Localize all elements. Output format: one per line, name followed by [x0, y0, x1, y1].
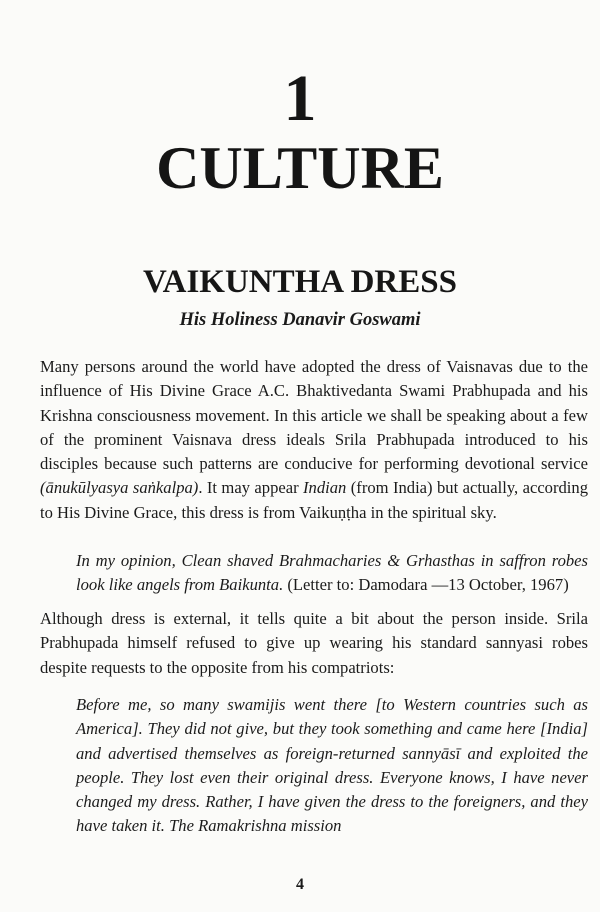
chapter-number: 1	[283, 62, 317, 135]
body-paragraph-2: Although dress is external, it tells quite a bit about the person inside. Srila Prabhupada himself refused to give up wearing his standard sannyasi robes despite requests to the opposite from his compatriots:	[40, 609, 588, 677]
indian-word: Indian	[303, 478, 347, 498]
paragraph-1-text-b: . It may appear	[198, 478, 304, 498]
block-quote-2	[76, 693, 588, 839]
quote-1-citation: (Letter to: Damodara —13 October, 1967)	[283, 575, 569, 595]
article-title: VAIKUNTHA DRESS	[143, 264, 457, 300]
paragraph-1-text-a: Many persons around the world have adopted the dress of Vaisnavas due to the influence of His Divine Grace A.C. Bhaktivedanta Swami Prabhupada and his Krishna consciousness movement. In this article we shall be speaking about a few of the prominent Vaisnava dress ideals Srila Prabhupada introduced to his disciples because such patterns are conducive for performing devotional service	[40, 357, 588, 474]
chapter-title: CULTURE	[156, 135, 444, 201]
quote-2-text: Before me, so many swamijis went there [to Western countries such as America]. They did not give, but they took something and came here [India] and advertised themselves as foreign-returned sannyāsī and exploited the people. They lost even their original dress. Everyone knows, I have never changed my dress. Rather, I have given the dress to the foreigners, and they have taken it. The Ramakrishna mission	[76, 695, 588, 836]
block-quote-1	[76, 549, 588, 598]
quote-1-text: In my opinion, Clean shaved Brahmacharies & Grhasthas in saffron robes look like angels from Baikunta.	[76, 551, 588, 595]
article-author: His Holiness Danavir Goswami	[179, 310, 421, 330]
page-number: 4	[296, 876, 304, 893]
sanskrit-term: (ānukūlyasya saṅkalpa)	[40, 478, 199, 498]
body-paragraph-1	[40, 355, 588, 525]
paragraph-1-text-c: (from India) but actually, according to His Divine Grace, this dress is from Vaikuṇṭha in the spiritual sky.	[40, 478, 589, 522]
